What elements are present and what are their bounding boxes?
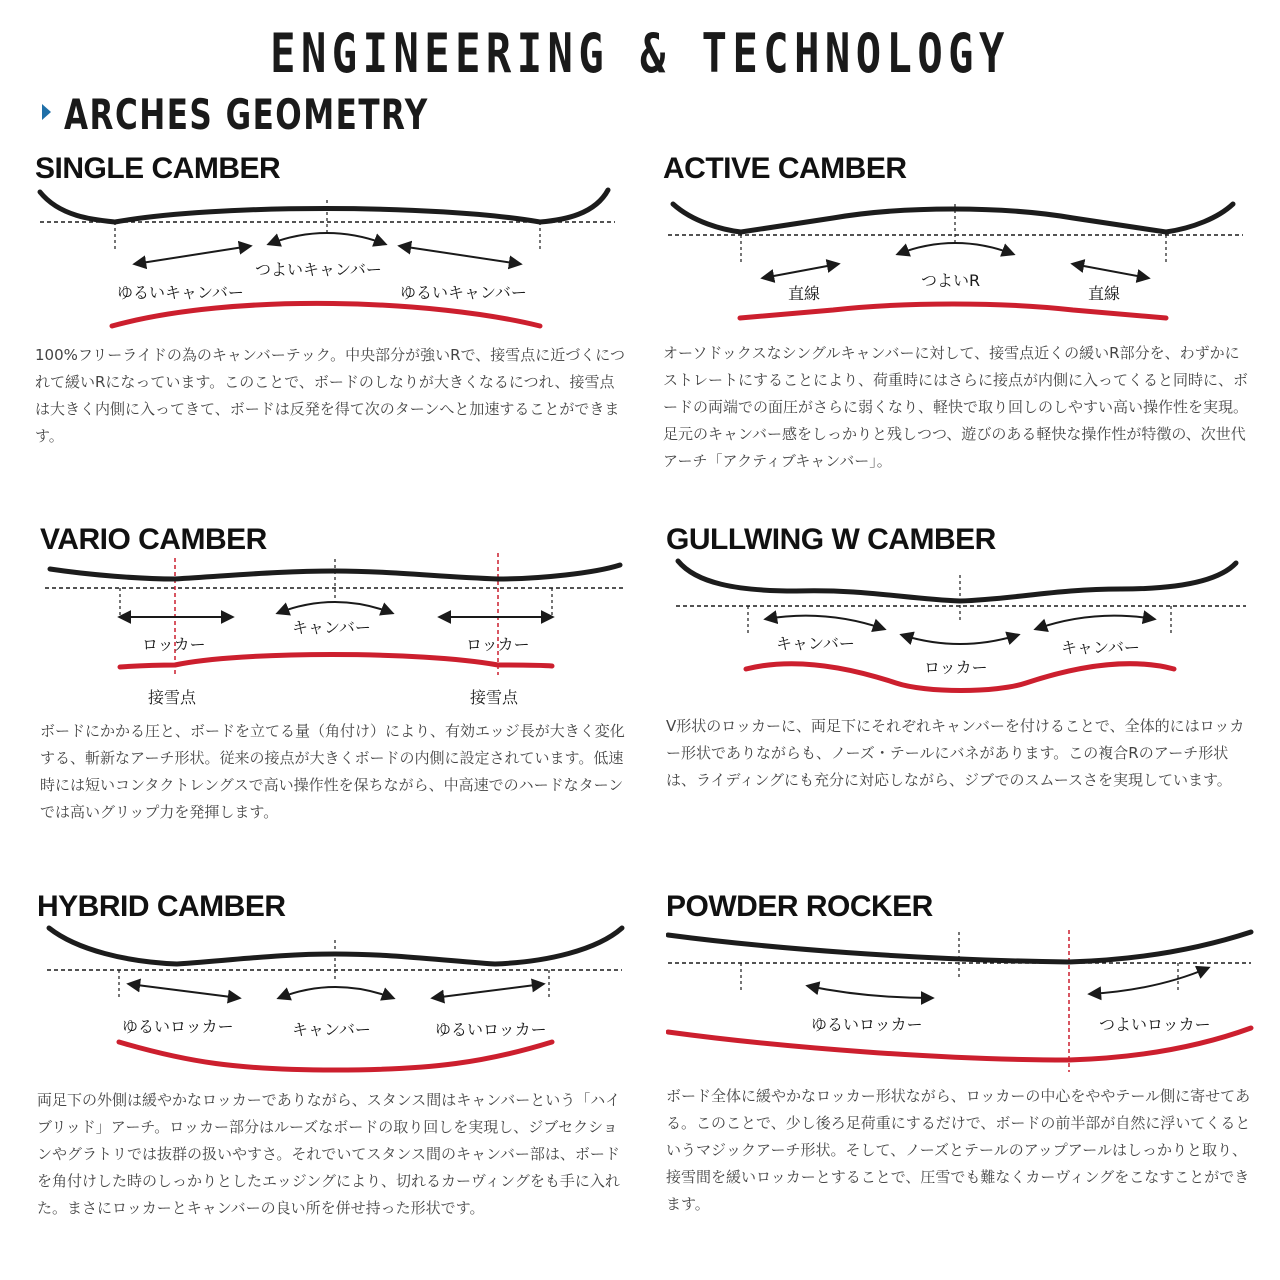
flex-profile: [119, 1042, 552, 1070]
label-center: つよいキャンバー: [255, 260, 382, 279]
arrow-right: [400, 246, 520, 264]
label-left: ゆるいロッカー: [811, 1015, 923, 1034]
arrow-center: [898, 243, 1013, 254]
arrow-center: [269, 233, 385, 244]
panel-description: 100%フリーライドの為のキャンバーテック。中央部分が強いRで、接雪点に近づくにつれて緩いRになっています。このことで、ボードのしなりが大きくなるにつれ、接雪点は大きく内側に入ってきて、ボードは反発を得て次のターンへと加速することができます。: [35, 346, 626, 445]
arrow-left: [766, 616, 884, 629]
panel-title: ACTIVE CAMBER: [663, 152, 907, 185]
arrow-right: [1036, 616, 1154, 629]
label-left: ロッカー: [142, 635, 206, 654]
label-left: キャンバー: [776, 634, 855, 653]
arrow-right: [433, 984, 543, 998]
board-profile: [40, 190, 608, 222]
panel-hybrid-camber: [37, 890, 637, 1250]
arrow-center: [278, 602, 392, 613]
panel-title: VARIO CAMBER: [40, 523, 267, 556]
label-right: つよいロッカー: [1099, 1015, 1211, 1034]
single-camber-diagram: [35, 182, 635, 342]
label-contact-left: 接雪点: [148, 688, 197, 707]
triangle-marker-icon: [42, 104, 51, 120]
flex-profile: [740, 304, 1166, 318]
label-right: キャンバー: [1061, 638, 1140, 657]
label-right: 直線: [1088, 284, 1121, 303]
panel-description: ボードにかかる圧と、ボードを立てる量（角付け）により、有効エッジ長が大きく変化する、斬新なアーチ形状。従来の接点が大きくボードの内側に設定されています。低速時には短いコンタクトレングスで高い操作性を保ちながら、中高速でのハードなターンでは高いグリップ力を発揮します。: [40, 722, 625, 821]
panel-description: 両足下の外側は緩やかなロッカーでありながら、スタンス間はキャンバーという「ハイブリッド」アーチ。ロッカー部分はルーズなボードの取り回しを実現し、ジブセクションやグラトリでは抜群の扱いやすさ。それでいてスタンス間のキャンバー部は、ボードを角付けした時のしっかりとしたエッジングにより、切れるカーヴィングをも手に入れた。まさにロッカーとキャンバーの良い所を併せ持った形状です。: [37, 1091, 621, 1217]
arrow-left: [763, 264, 838, 278]
section-title: ARCHES GEOMETRY: [64, 90, 429, 139]
hybrid-camber-diagram: [37, 920, 637, 1080]
label-left: 直線: [788, 284, 821, 303]
page-title: ENGINEERING & TECHNOLOGY: [270, 22, 1010, 85]
panel-active-camber: [663, 152, 1263, 512]
flex-profile: [112, 303, 540, 326]
label-left: ゆるいキャンバー: [117, 283, 244, 302]
panel-title: GULLWING W CAMBER: [666, 523, 996, 556]
label-center: つよいR: [921, 271, 981, 290]
panel-title: SINGLE CAMBER: [35, 152, 281, 185]
panel-description: オーソドックスなシングルキャンバーに対して、接雪点近くの緩いR部分を、わずかにストレートにすることにより、荷重時にはさらに接点が内側に入ってくると同時に、ボードの両端での面圧がさらに弱くなり、軽快で取り回しのしやすい高い操作性を実現。足元のキャンバー感をしっかりと残しつつ、遊びのある軽快な操作性が特徴の、次世代アーチ「アクティブキャンバー」。: [663, 344, 1249, 470]
arrow-center: [902, 635, 1018, 644]
panel-gullwing-camber: [666, 523, 1266, 883]
board-profile: [678, 561, 1236, 601]
panel-title: POWDER ROCKER: [666, 890, 933, 923]
arrow-left: [135, 246, 250, 264]
label-contact-right: 接雪点: [470, 688, 519, 707]
label-center: キャンバー: [292, 1020, 371, 1039]
label-left: ゆるいロッカー: [122, 1017, 234, 1036]
arrow-right: [1090, 968, 1208, 994]
board-profile: [673, 204, 1233, 232]
flex-profile: [120, 655, 552, 668]
gullwing-camber-diagram: [666, 553, 1266, 713]
label-right: ゆるいキャンバー: [400, 283, 527, 302]
panel-vario-camber: [40, 523, 640, 883]
powder-rocker-diagram: [666, 920, 1266, 1080]
active-camber-diagram: [663, 182, 1263, 342]
panel-title: HYBRID CAMBER: [37, 890, 286, 923]
arrow-left: [808, 986, 932, 998]
panel-single-camber: [35, 152, 635, 512]
panel-powder-rocker: [666, 890, 1266, 1250]
label-center: キャンバー: [292, 618, 371, 637]
arrow-center: [279, 987, 393, 998]
label-right: ゆるいロッカー: [435, 1020, 547, 1039]
vario-camber-diagram: [40, 553, 640, 713]
panel-description: ボード全体に緩やかなロッカー形状ながら、ロッカーの中心をややテール側に寄せてある。このことで、少し後ろ足荷重にするだけで、ボードの前半部が自然に浮いてくるというマジックアーチ形状。そして、ノーズとテールのアップアールはしっかりと取り、接雪間を緩いロッカーとすることで、圧雪でも難なくカーヴィングをこなすことができます。: [666, 1087, 1251, 1213]
label-center: ロッカー: [924, 658, 988, 677]
panel-description: V形状のロッカーに、両足下にそれぞれキャンバーを付けることで、全体的にはロッカー形状でありながらも、ノーズ・テールにバネがあります。この複合Rのアーチ形状は、ライディングにも充分に対応しながら、ジブでのスムースさを実現しています。: [666, 717, 1245, 789]
arrow-right: [1073, 264, 1148, 278]
arrow-left: [129, 984, 239, 998]
label-right: ロッカー: [466, 635, 530, 654]
